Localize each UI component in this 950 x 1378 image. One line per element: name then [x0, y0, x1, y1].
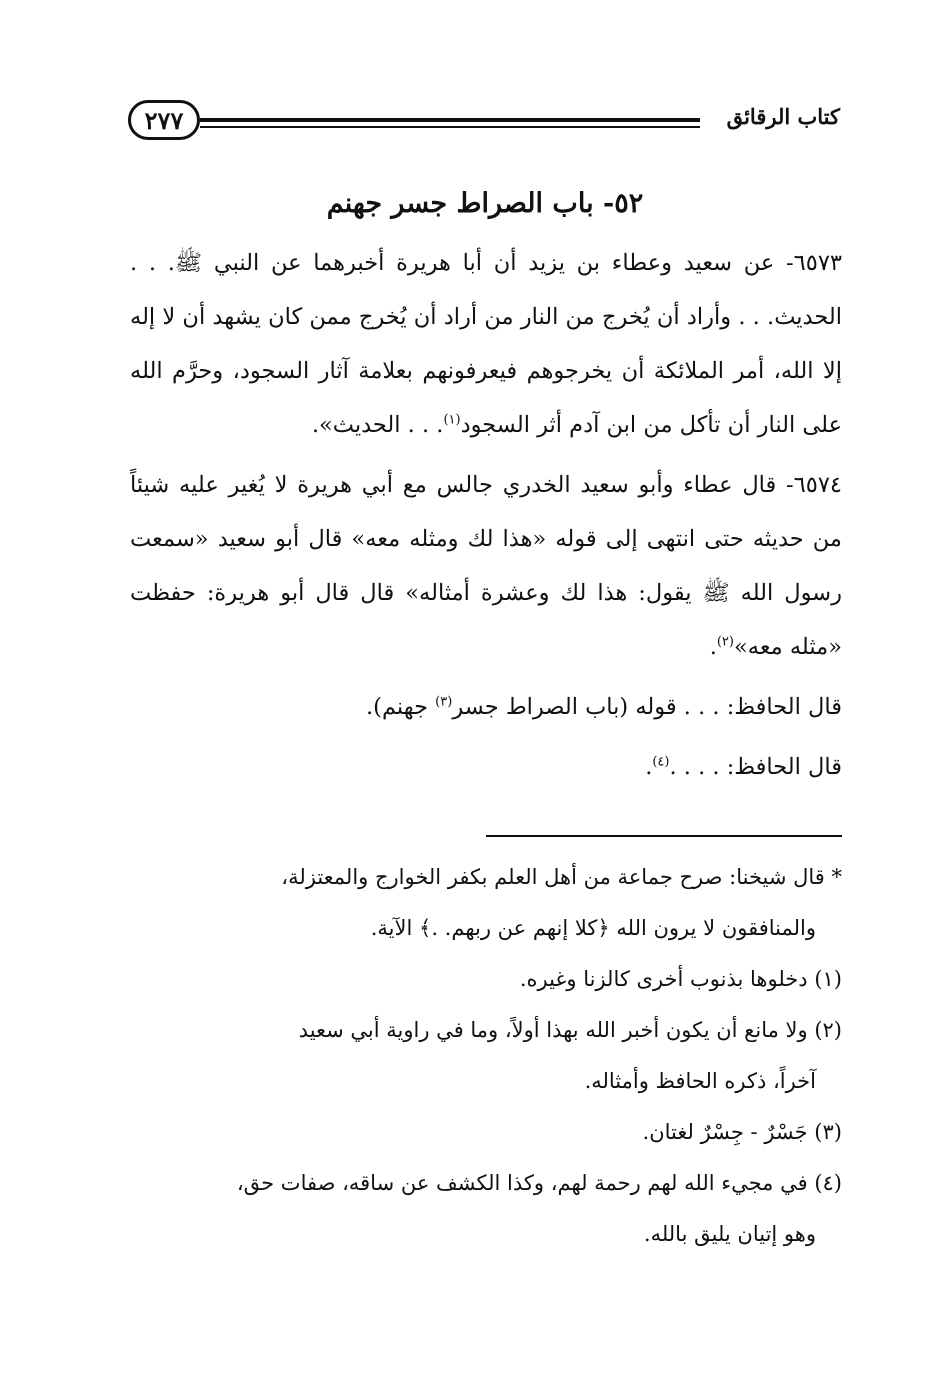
hafiz-note-1 [130, 680, 842, 734]
footnote-line: (٢) ولا مانع أن يكون أخبر الله بهذا أولاً، وما في راوية أبي سعيد [298, 1018, 842, 1042]
footnote-ref-4: (٤) [652, 754, 670, 770]
hafiz-note-2 [130, 740, 842, 794]
paragraph-text-end: . [709, 634, 717, 660]
footnote-continuation: آخراً، ذكره الحافظ وأمثاله. [584, 1069, 816, 1093]
footnote-continuation: وهو إتيان يليق بالله. [643, 1222, 816, 1246]
footnote-3 [130, 1107, 842, 1158]
footnote-line: (٤) في مجيء الله لهم رحمة لهم، وكذا الكشف عن ساقه، صفات حق، [236, 1171, 842, 1195]
paragraph-text: قال الحافظ: . . . قوله (باب الصراط جسر [452, 694, 842, 720]
chapter-heading: ٥٢- باب الصراط جسر جهنم [326, 188, 644, 219]
page-header [128, 98, 840, 148]
footnote-2 [130, 1005, 842, 1107]
footnote-line: (٣) جَسْرٌ - جِسْرٌ لغتان. [642, 1120, 842, 1144]
footnote-continuation: والمنافقون لا يرون الله ﴿كلا إنهم عن ربهم. .﴾ الآية. [370, 916, 816, 940]
header-rule-thick [200, 118, 700, 122]
paragraph-text: ٦٥٧٤- قال عطاء وأبو سعيد الخدري جالس مع أبي هريرة لا يُغير عليه شيئاً من حديثه حتى انتهى إلى قوله «هذا لك ومثله معه» قال أبو سعيد «سمعت رسول الله ﷺ يقول: هذا لك وعشرة أمثاله» قال قال أبو هريرة: حفظت «مثله معه» [130, 472, 842, 660]
paragraph-text-end: . [645, 754, 653, 780]
footnote-line: (١) دخلوها بذنوب أخرى كالزنا وغيره. [519, 967, 842, 991]
header-rule-thin [200, 126, 700, 128]
book-title: كتاب الرقائق [726, 104, 840, 129]
footnote-star [130, 852, 842, 954]
footnote-ref-2: (٢) [716, 634, 734, 650]
footnotes [130, 852, 842, 1260]
footnote-ref-3: (٣) [435, 694, 453, 710]
paragraph-text: قال الحافظ: . . . . [669, 754, 842, 780]
footnote-1 [130, 954, 842, 1005]
paragraph-text-end: جهنم). [366, 694, 436, 720]
footnote-divider [486, 835, 842, 837]
footnote-line: * قال شيخنا: صرح جماعة من أهل العلم بكفر الخوارج والمعتزلة، [281, 865, 842, 889]
footnote-ref-1: (١) [443, 412, 461, 428]
hadith-6573 [130, 236, 842, 452]
hadith-6574 [130, 458, 842, 674]
page-number: ٢٧٧ [144, 105, 184, 135]
paragraph-text-end: . . . الحديث». [311, 412, 444, 438]
page-number-badge [128, 100, 200, 140]
footnote-4 [130, 1158, 842, 1260]
paragraph-text: ٦٥٧٣- عن سعيد وعطاء بن يزيد أن أبا هريرة أخبرهما عن النبي ﷺ. . . الحديث. . . وأراد أن يُخرج من النار من أراد أن يُخرج ممن كان يشهد أن لا إله إلا الله، أمر الملائكة أن يخرجوهم فيعرفونهم بعلامة آثار السجود، وحرَّم الله على النار أن تأكل من ابن آدم أثر السجود [130, 250, 842, 438]
body-text [130, 236, 842, 800]
